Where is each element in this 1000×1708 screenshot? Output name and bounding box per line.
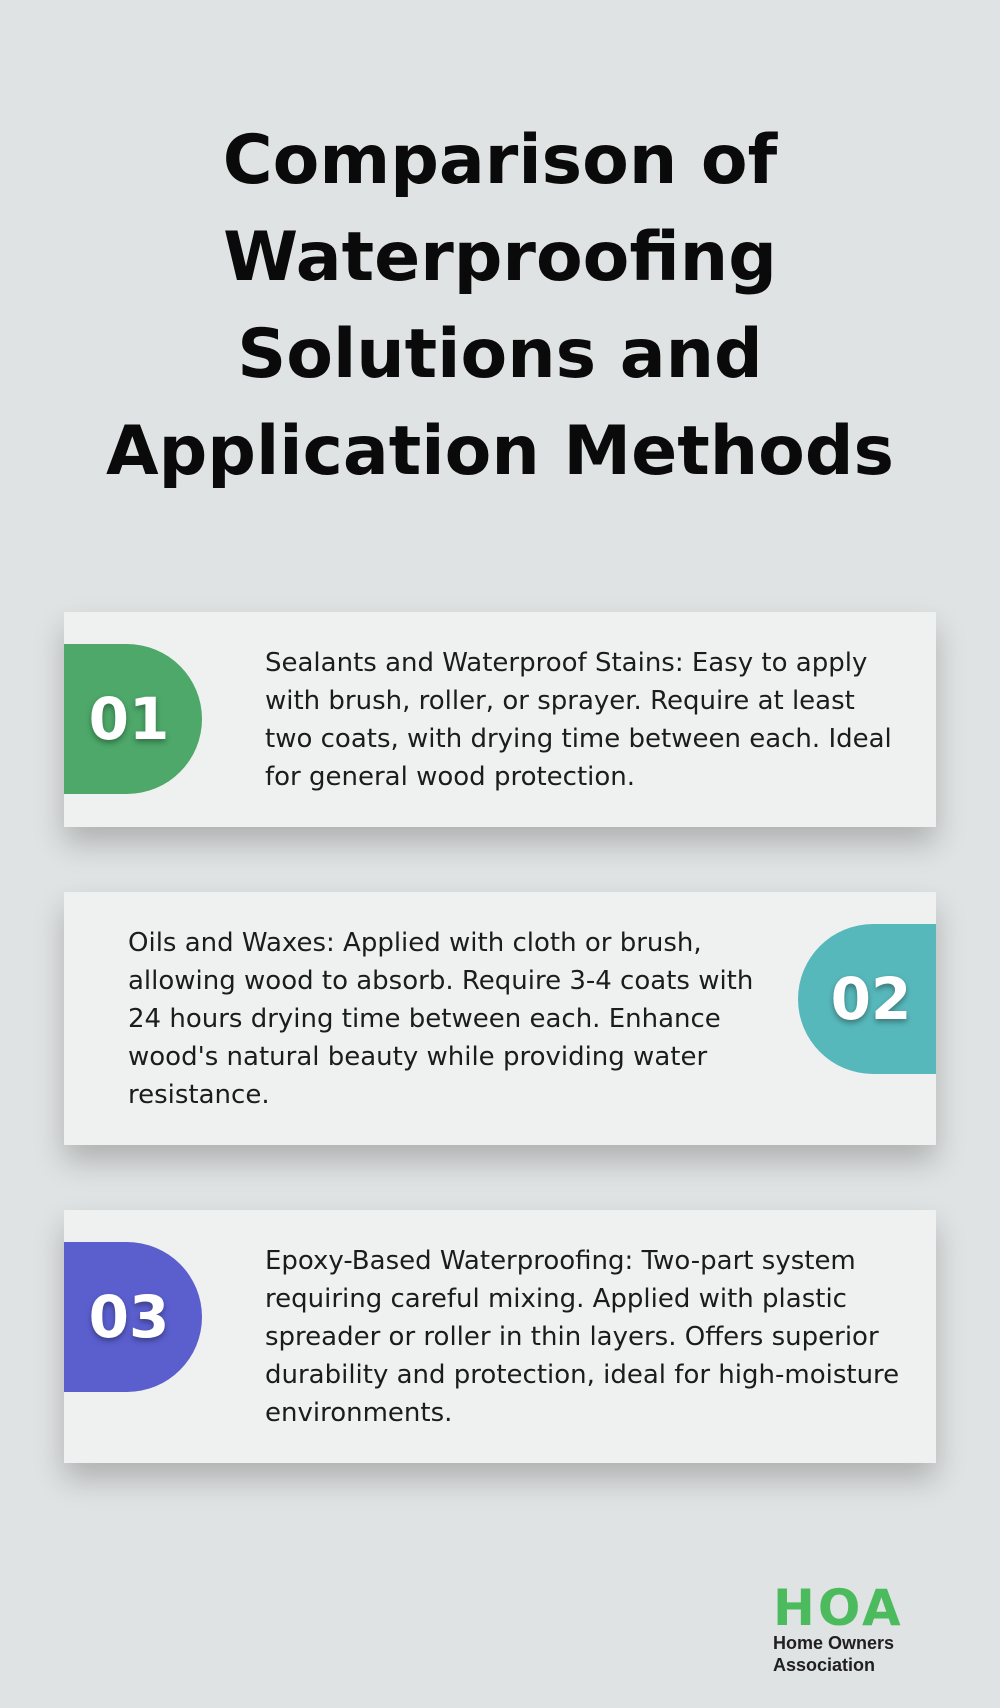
step-card-2: [64, 892, 936, 1145]
step-number-badge-1: 01: [64, 644, 202, 794]
step-description-3: Epoxy-Based Waterproofing: Two-part system requiring careful mixing. Applied with plastic spreader or roller in thin layers. Offers superior durability and protection, ideal for high-moisture environments.: [265, 1246, 900, 1428]
step-number-badge-3: 03: [64, 1242, 202, 1392]
step-card-1: [64, 612, 936, 827]
step-description-1: Sealants and Waterproof Stains: Easy to apply with brush, roller, or sprayer. Require at least two coats, with drying time between each. Ideal for general wood protection.: [265, 648, 892, 792]
hoa-logo-line-1: Home Owners: [773, 1633, 895, 1653]
step-number-badge-2: 02: [798, 924, 936, 1074]
page-title: Comparison of Waterproofing Solutions and Application Methods: [106, 121, 894, 491]
step-description-2: Oils and Waxes: Applied with cloth or brush, allowing wood to absorb. Require 3-4 coats with 24 hours drying time between each. Enhance wood's natural beauty while providing water resistance.: [128, 928, 754, 1110]
hoa-logo-line-2: Association: [773, 1655, 876, 1675]
hoa-logo-mark: HOA: [773, 1579, 904, 1637]
step-card-3: [64, 1210, 936, 1463]
hoa-logo: [773, 1579, 943, 1676]
